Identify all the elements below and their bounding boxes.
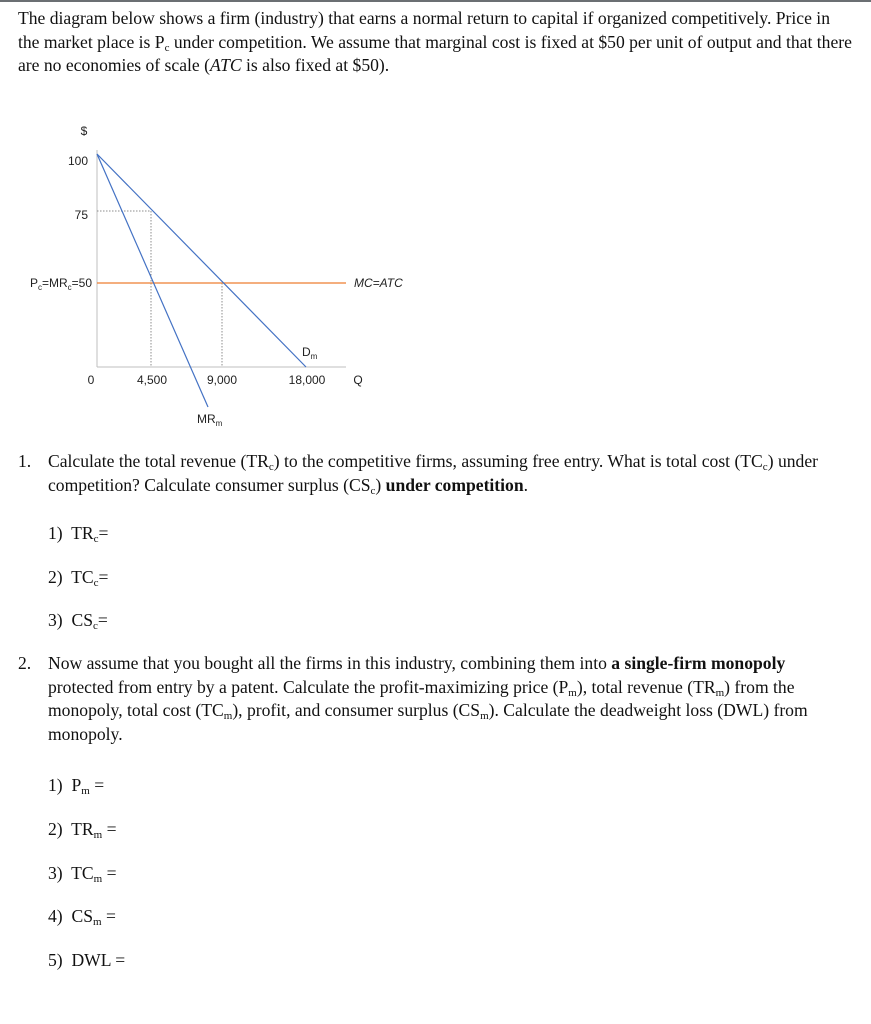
mr-curve (97, 154, 208, 407)
x-tick-0: 0 (87, 373, 95, 387)
demand-curve (97, 154, 306, 367)
x-tick-18000: 18,000 (288, 373, 326, 387)
y-tick-100: 100 (67, 154, 88, 168)
answer-tcc: 2) $TC_c=$ (48, 567, 109, 589)
mc-atc-label: MC=ATC (354, 276, 403, 290)
answer-dwl: 5) DWL = (48, 950, 126, 970)
top-rule (0, 0, 871, 2)
answer-trc: 1) $TR_c=$ (48, 523, 109, 545)
monopoly-diagram (0, 105, 871, 435)
y-tick-75: 75 (74, 208, 88, 222)
demand-label: $D_m$ (302, 345, 318, 361)
x-axis-label: Q (353, 373, 363, 387)
answer-csm: 4) $CS_m$ = (48, 906, 116, 928)
answer-tcm: 3) $TC_m$ = (48, 863, 117, 885)
question-2-number: 2. (18, 653, 32, 673)
x-tick-4500: 4,500 (136, 373, 168, 387)
x-tick-9000: 9,000 (206, 373, 238, 387)
question-1-text: Calculate the total revenue $(TR_c)$ to the competitive firms, assuming free entry. What is total cost $(TC_c)$ under competition? Calculate consumer surplus $(CS_c)$ under competition. (48, 451, 819, 497)
y-axis-label: $ (80, 124, 88, 138)
answer-pm: 1) $P_m$ = (48, 775, 105, 797)
pc-mr-label: $P_c=MR_c=50$ (29, 276, 92, 292)
answer-trm: 2) $TR_m$ = (48, 819, 117, 841)
mr-label: $MR_m$ (197, 412, 223, 428)
question-2-text: Now assume that you bought all the firms in this industry, combining them into a single-firm monopoly protected from entry by a patent. Calculate the profit-maximizing price $(P_m)$, total revenue $(TR_m)$ from the monopoly, total cost $(TC_m)$, profit, and consumer surplus $(CS_m)$. Calculate the deadweight loss (DWL) from monopoly. (48, 653, 808, 744)
question-1-number: 1. (18, 451, 32, 471)
answer-csc: 3) $CS_c=$ (48, 610, 108, 632)
intro-paragraph: The diagram below shows a firm (industry) that earns a normal return to capital if organized competitively. Price in the market place is $P_c$ under competition. We assume that marginal cost is fixed at $50 per unit of output and that there are no economies of scale (ATC is also fixed at $50). (18, 8, 852, 75)
question-2 (18, 652, 853, 752)
question-1 (18, 450, 853, 500)
